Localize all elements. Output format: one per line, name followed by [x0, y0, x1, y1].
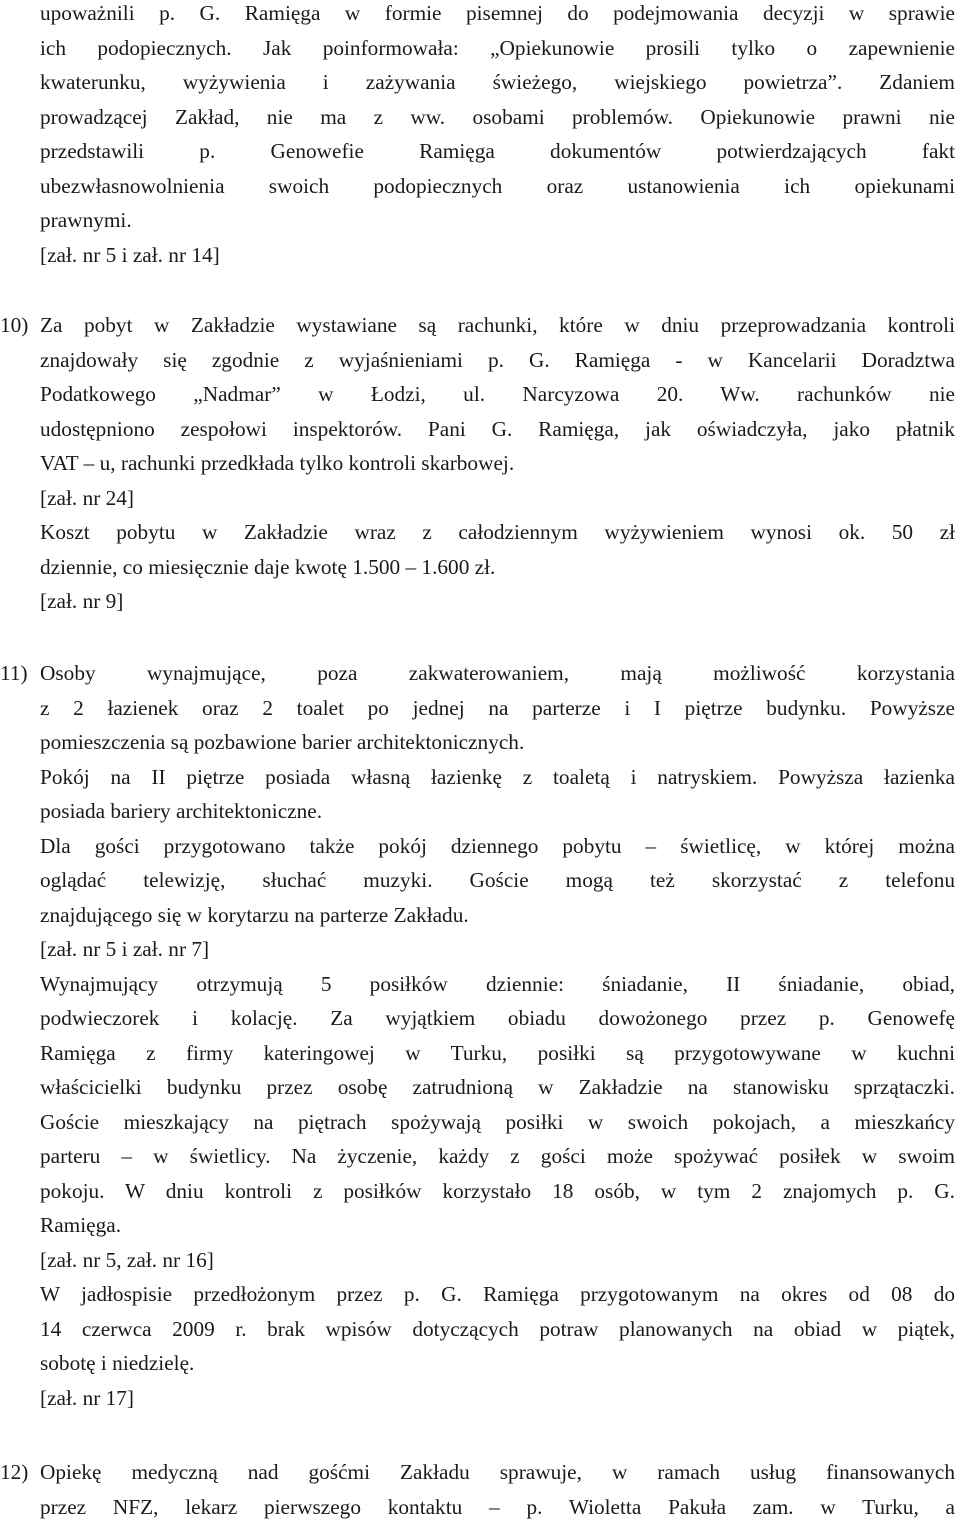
- item-line: Dla gości przygotowano także pokój dziennego pobytu – świetlicę, w której można: [40, 833, 955, 858]
- item-line: znajdującego się w korytarzu na parterze Zakładu.: [40, 902, 469, 927]
- item-line: znajdowały się zgodnie z wyjaśnieniami p. G. Ramięga - w Kancelarii Doradztwa: [40, 347, 955, 372]
- item-line: W jadłospisie przedłożonym przez p. G. Ramięga przygotowanym na okres od 08 do: [40, 1282, 955, 1306]
- item-line: z 2 łazienek oraz 2 toalet po jednej na parterze i I piętrze budynku. Powyższe: [40, 695, 955, 720]
- item-line: parteru – w świetlicy. Na życzenie, każdy z gości może spożywać posiłek w swoim: [40, 1144, 955, 1168]
- item-line: pomieszczenia są pozbawione barier architektonicznych.: [40, 730, 525, 754]
- attachment-reference: [zał. nr 5, zał. nr 16]: [40, 1247, 214, 1272]
- item-line: Pokój na II piętrze posiada własną łazienkę z toaletą i natryskiem. Powyższa łazienka: [40, 764, 955, 789]
- intro-line: prawnymi.: [40, 208, 132, 232]
- item-line: Opiekę medyczną nad gośćmi Zakładu sprawuje, w ramach usług finansowanych: [40, 1460, 955, 1484]
- item-line: posiada bariery architektoniczne.: [40, 799, 323, 823]
- item-line: podwieczorek i kolację. Za wyjątkiem obiadu dowożonego przez p. Genowefę: [40, 1006, 955, 1030]
- attachment-reference: [zał. nr 9]: [40, 589, 124, 613]
- intro-paragraph: [40, 0, 955, 272]
- intro-line: kwaterunku, wyżywienia i zażywania świeżego, wiejskiego powietrza”. Zdaniem: [40, 70, 955, 94]
- item-line: 14 czerwca 2009 r. brak wpisów dotyczących potraw planowanych na obiad w piątek,: [40, 1316, 955, 1341]
- intro-line: ubezwłasnowolnienia swoich podopiecznych oraz ustanowienia ich opiekunami: [40, 173, 955, 198]
- attachment-reference: [zał. nr 5 i zał. nr 14]: [40, 242, 220, 267]
- intro-line: ich podopiecznych. Jak poinformowała: „Opiekunowie prosili tylko o zapewnienie: [40, 35, 955, 60]
- attachment-reference: [zał. nr 5 i zał. nr 7]: [40, 937, 210, 961]
- intro-line: prowadzącej Zakład, nie ma z ww. osobami problemów. Opiekunowie prawni nie: [40, 104, 955, 129]
- intro-line: przedstawili p. Genowefie Ramięga dokumentów potwierdzających fakt: [40, 139, 955, 163]
- item-line: Podatkowego „Nadmar” w Łodzi, ul. Narcyzowa 20. Ww. rachunków nie: [40, 382, 955, 406]
- item-line: przez NFZ, lekarz pierwszego kontaktu – p. Wioletta Pakuła zam. w Turku, a: [40, 1494, 955, 1519]
- item-line: sobotę i niedzielę.: [40, 1351, 195, 1375]
- item-body: [40, 1455, 955, 1524]
- item-line: VAT – u, rachunki przedkłada tylko kontroli skarbowej.: [40, 451, 515, 475]
- item-number: 11): [0, 661, 28, 685]
- item-line: Ramięga.: [40, 1213, 122, 1237]
- item-line: pokoju. W dniu kontroli z posiłków korzystało 18 osób, w tym 2 znajomych p. G.: [40, 1178, 955, 1203]
- item-line: dziennie, co miesięcznie daje kwotę 1.500 – 1.600 zł.: [40, 554, 496, 579]
- item-line: Koszt pobytu w Zakładzie wraz z całodziennym wyżywieniem wynosi ok. 50 zł: [40, 520, 955, 544]
- item-body: [40, 308, 955, 619]
- item-line: udostępniono zespołowi inspektorów. Pani G. Ramięga, jak oświadczyła, jako płatnik: [40, 416, 955, 441]
- item-number: 10): [0, 313, 29, 337]
- item-number: 12): [0, 1460, 29, 1484]
- attachment-reference: [zał. nr 17]: [40, 1385, 135, 1410]
- item-line: Wynajmujący otrzymują 5 posiłków dziennie: śniadanie, II śniadanie, obiad,: [40, 971, 955, 996]
- item-line: Osoby wynajmujące, poza zakwaterowaniem, mają możliwość korzystania: [40, 661, 955, 685]
- item-body: [40, 656, 955, 1415]
- item-line: właścicielki budynku przez osobę zatrudnioną w Zakładzie na stanowisku sprzątaczki.: [40, 1075, 955, 1099]
- item-line: Za pobyt w Zakładzie wystawiane są rachunki, które w dniu przeprowadzania kontroli: [40, 313, 955, 337]
- item-line: oglądać telewizję, słuchać muzyki. Goście mogą też skorzystać z telefonu: [40, 868, 955, 892]
- intro-line: upoważnili p. G. Ramięga w formie pisemnej do podejmowania decyzji w sprawie: [40, 1, 955, 25]
- item-line: Goście mieszkający na piętrach spożywają posiłki w swoich pokojach, a mieszkańcy: [40, 1109, 955, 1134]
- item-line: Ramięga z firmy kateringowej w Turku, posiłki są przygotowywane w kuchni: [40, 1040, 955, 1065]
- attachment-reference: [zał. nr 24]: [40, 485, 135, 510]
